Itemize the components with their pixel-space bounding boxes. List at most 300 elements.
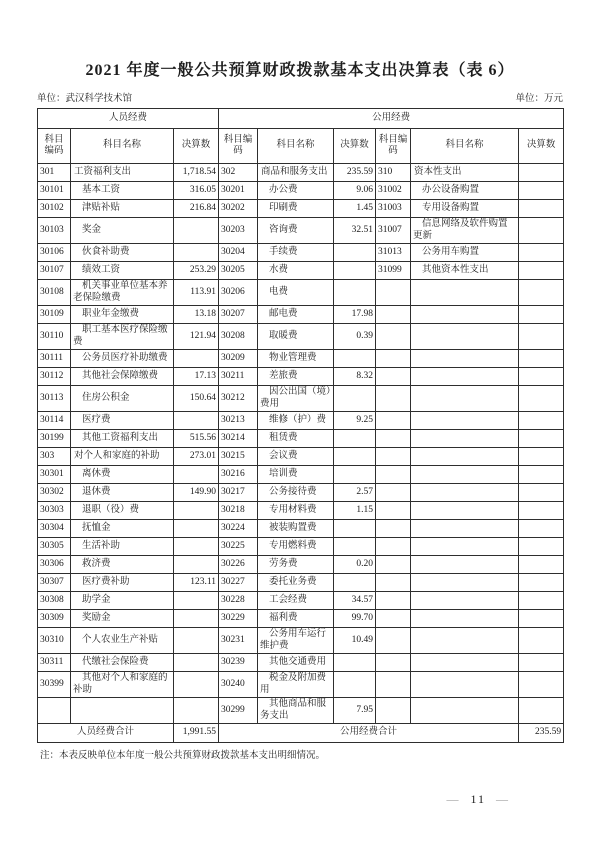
subject-code-cell	[376, 698, 411, 724]
final-amount-cell	[174, 592, 219, 610]
budget-row	[38, 448, 564, 466]
subject-name-cell: 公务用车运行维护费	[258, 628, 334, 654]
final-amount-cell: 34.57	[334, 592, 376, 610]
final-amount-cell	[334, 430, 376, 448]
final-amount-cell: 10.49	[334, 628, 376, 654]
final-amount-cell	[519, 502, 564, 520]
subject-name-cell: 离休费	[71, 466, 174, 484]
column-header-subject-code: 科目编码	[38, 129, 71, 164]
subject-name-cell: 代缴社会保险费	[71, 654, 174, 672]
subject-code-cell	[376, 654, 411, 672]
subject-name-cell: 职业年金缴费	[71, 306, 174, 324]
subject-code-cell: 302	[219, 164, 258, 182]
subject-name-cell: 医疗费补助	[71, 574, 174, 592]
final-amount-cell: 0.39	[334, 324, 376, 350]
subject-code-cell: 30226	[219, 556, 258, 574]
subject-code-cell: 30106	[38, 244, 71, 262]
subject-code-cell: 30239	[219, 654, 258, 672]
subject-name-cell: 其他交通费用	[258, 654, 334, 672]
budget-row	[38, 484, 564, 502]
subject-code-cell: 30101	[38, 182, 71, 200]
subject-name-cell	[411, 520, 519, 538]
budget-row	[38, 200, 564, 218]
subject-name-cell: 水费	[258, 262, 334, 280]
final-amount-cell	[519, 218, 564, 244]
column-header-subject-name: 科目名称	[258, 129, 334, 164]
subject-code-cell: 31002	[376, 182, 411, 200]
final-amount-cell: 149.90	[174, 484, 219, 502]
subject-name-cell: 退职（役）费	[71, 502, 174, 520]
final-amount-cell	[174, 610, 219, 628]
final-amount-cell	[174, 502, 219, 520]
subject-name-cell: 住房公积金	[71, 386, 174, 412]
final-amount-cell	[174, 218, 219, 244]
subject-name-cell	[411, 466, 519, 484]
final-amount-cell	[519, 368, 564, 386]
subject-name-cell: 印刷费	[258, 200, 334, 218]
subject-code-cell: 31099	[376, 262, 411, 280]
subject-code-cell	[376, 628, 411, 654]
subject-name-cell: 工会经费	[258, 592, 334, 610]
subject-name-cell	[411, 574, 519, 592]
final-amount-cell: 515.56	[174, 430, 219, 448]
final-amount-cell: 99.70	[334, 610, 376, 628]
subject-name-cell	[71, 698, 174, 724]
budget-row	[38, 672, 564, 698]
subject-name-cell: 津贴补贴	[71, 200, 174, 218]
subject-name-cell: 其他社会保障缴费	[71, 368, 174, 386]
subject-name-cell: 物业管理费	[258, 350, 334, 368]
subject-code-cell: 30231	[219, 628, 258, 654]
subject-name-cell: 手续费	[258, 244, 334, 262]
subject-code-cell: 30306	[38, 556, 71, 574]
subject-code-cell	[376, 430, 411, 448]
subject-code-cell: 31003	[376, 200, 411, 218]
subject-name-cell: 其他资本性支出	[411, 262, 519, 280]
final-amount-cell	[334, 262, 376, 280]
subject-name-cell: 信息网络及软件购置更新	[411, 218, 519, 244]
subject-name-cell	[411, 280, 519, 306]
subject-code-cell: 30310	[38, 628, 71, 654]
final-amount-cell	[519, 538, 564, 556]
subject-code-cell	[376, 350, 411, 368]
subject-name-cell: 其他商品和服务支出	[258, 698, 334, 724]
subject-code-cell: 30111	[38, 350, 71, 368]
budget-row	[38, 412, 564, 430]
subject-code-cell: 30307	[38, 574, 71, 592]
subject-name-cell: 机关事业单位基本养老保险缴费	[71, 280, 174, 306]
subject-name-cell: 医疗费	[71, 412, 174, 430]
final-amount-cell	[174, 556, 219, 574]
final-amount-cell	[519, 520, 564, 538]
page-number-dash: —	[446, 792, 461, 806]
subject-code-cell: 31013	[376, 244, 411, 262]
final-amount-cell	[519, 244, 564, 262]
subject-code-cell	[376, 412, 411, 430]
subject-code-cell: 30211	[219, 368, 258, 386]
subject-code-cell: 30201	[219, 182, 258, 200]
final-amount-cell	[519, 466, 564, 484]
subject-code-cell	[376, 502, 411, 520]
subject-name-cell: 会议费	[258, 448, 334, 466]
final-amount-cell	[519, 324, 564, 350]
subject-code-cell: 30214	[219, 430, 258, 448]
subject-name-cell: 其他工资福利支出	[71, 430, 174, 448]
final-amount-cell: 150.64	[174, 386, 219, 412]
subject-code-cell: 30204	[219, 244, 258, 262]
budget-row	[38, 574, 564, 592]
budget-row	[38, 654, 564, 672]
subject-code-cell: 30212	[219, 386, 258, 412]
final-amount-cell	[519, 610, 564, 628]
final-amount-cell	[174, 538, 219, 556]
subject-code-cell	[376, 538, 411, 556]
subject-code-cell	[376, 466, 411, 484]
budget-row	[38, 520, 564, 538]
subject-code-cell	[376, 574, 411, 592]
subject-code-cell: 31007	[376, 218, 411, 244]
page-title: 2021 年度一般公共预算财政拨款基本支出决算表（表 6）	[85, 62, 515, 79]
subject-name-cell: 职工基本医疗保险缴费	[71, 324, 174, 350]
subject-code-cell	[376, 520, 411, 538]
subject-name-cell: 办公费	[258, 182, 334, 200]
final-amount-cell	[519, 386, 564, 412]
final-amount-cell: 121.94	[174, 324, 219, 350]
subject-code-cell: 30209	[219, 350, 258, 368]
final-amount-cell	[519, 412, 564, 430]
final-amount-cell	[519, 280, 564, 306]
subject-code-cell: 30225	[219, 538, 258, 556]
budget-row	[38, 324, 564, 350]
budget-row	[38, 182, 564, 200]
subject-name-cell: 奖励金	[71, 610, 174, 628]
subject-code-cell: 30199	[38, 430, 71, 448]
subject-code-cell: 30303	[38, 502, 71, 520]
final-amount-cell: 17.98	[334, 306, 376, 324]
subject-name-cell	[411, 324, 519, 350]
subject-code-cell: 30217	[219, 484, 258, 502]
subject-code-cell: 30224	[219, 520, 258, 538]
budget-row	[38, 244, 564, 262]
budget-row	[38, 502, 564, 520]
final-amount-cell: 17.13	[174, 368, 219, 386]
subject-code-cell: 30215	[219, 448, 258, 466]
budget-row	[38, 386, 564, 412]
subject-code-cell	[376, 592, 411, 610]
column-header-final-amount: 决算数	[334, 129, 376, 164]
budget-row	[38, 262, 564, 280]
final-amount-cell	[174, 350, 219, 368]
final-amount-cell: 253.29	[174, 262, 219, 280]
group-header-row	[38, 109, 564, 129]
final-amount-cell	[519, 654, 564, 672]
subject-code-cell	[376, 556, 411, 574]
subject-code-cell: 30227	[219, 574, 258, 592]
final-amount-cell	[334, 672, 376, 698]
subject-name-cell	[411, 430, 519, 448]
subject-code-cell	[376, 448, 411, 466]
subject-name-cell: 办公设备购置	[411, 182, 519, 200]
personnel-section-header: 人员经费	[38, 109, 219, 129]
subject-name-cell: 其他对个人和家庭的补助	[71, 672, 174, 698]
column-header-subject-code: 科目编码	[376, 129, 411, 164]
subject-code-cell: 30107	[38, 262, 71, 280]
subject-code-cell: 30218	[219, 502, 258, 520]
subject-code-cell	[376, 368, 411, 386]
final-amount-cell: 1.15	[334, 502, 376, 520]
final-amount-cell	[519, 628, 564, 654]
subject-name-cell: 税金及附加费用	[258, 672, 334, 698]
subject-name-cell	[411, 412, 519, 430]
subject-name-cell: 退休费	[71, 484, 174, 502]
subject-name-cell: 电费	[258, 280, 334, 306]
subject-name-cell	[411, 672, 519, 698]
totals-row	[38, 724, 564, 743]
subject-name-cell	[411, 306, 519, 324]
subject-name-cell: 工资福利支出	[71, 164, 174, 182]
budget-row	[38, 698, 564, 724]
final-amount-cell	[519, 306, 564, 324]
subject-name-cell: 基本工资	[71, 182, 174, 200]
subject-code-cell: 30240	[219, 672, 258, 698]
page-number	[0, 792, 600, 807]
final-amount-cell: 1.45	[334, 200, 376, 218]
final-amount-cell	[174, 698, 219, 724]
subject-code-cell: 30305	[38, 538, 71, 556]
budget-row	[38, 368, 564, 386]
final-amount-cell: 113.91	[174, 280, 219, 306]
public-section-header: 公用经费	[219, 109, 564, 129]
subject-code-cell	[376, 484, 411, 502]
subject-name-cell	[411, 484, 519, 502]
final-amount-cell	[334, 280, 376, 306]
final-amount-cell	[519, 448, 564, 466]
subject-name-cell	[411, 628, 519, 654]
final-amount-cell	[174, 520, 219, 538]
subject-code-cell	[376, 386, 411, 412]
subject-code-cell: 30308	[38, 592, 71, 610]
final-amount-cell	[334, 466, 376, 484]
subject-name-cell	[411, 386, 519, 412]
subject-code-cell	[376, 306, 411, 324]
subject-name-cell: 委托业务费	[258, 574, 334, 592]
subject-code-cell: 303	[38, 448, 71, 466]
subject-name-cell	[411, 350, 519, 368]
subject-name-cell: 救济费	[71, 556, 174, 574]
subject-code-cell: 30309	[38, 610, 71, 628]
subject-code-cell	[376, 280, 411, 306]
subject-name-cell	[411, 592, 519, 610]
final-amount-cell	[519, 592, 564, 610]
subject-code-cell	[376, 610, 411, 628]
final-amount-cell: 7.95	[334, 698, 376, 724]
final-amount-cell: 2.57	[334, 484, 376, 502]
subject-name-cell	[411, 538, 519, 556]
final-amount-cell: 273.01	[174, 448, 219, 466]
final-amount-cell: 8.32	[334, 368, 376, 386]
column-header-subject-name: 科目名称	[71, 129, 174, 164]
public-total-label: 公用经费合计	[219, 724, 519, 743]
final-amount-cell	[174, 628, 219, 654]
budget-row	[38, 306, 564, 324]
budget-row	[38, 592, 564, 610]
column-header-final-amount: 决算数	[519, 129, 564, 164]
subject-code-cell: 30304	[38, 520, 71, 538]
subject-code-cell: 30311	[38, 654, 71, 672]
subject-name-cell: 绩效工资	[71, 262, 174, 280]
final-amount-cell: 9.06	[334, 182, 376, 200]
subject-name-cell: 取暖费	[258, 324, 334, 350]
subject-code-cell: 30213	[219, 412, 258, 430]
subject-code-cell: 30229	[219, 610, 258, 628]
budget-row	[38, 280, 564, 306]
subject-name-cell	[411, 654, 519, 672]
subject-name-cell: 奖金	[71, 218, 174, 244]
budget-row	[38, 538, 564, 556]
column-header-final-amount: 决算数	[174, 129, 219, 164]
page-number-value: 11	[470, 792, 486, 806]
subject-name-cell: 专用设备购置	[411, 200, 519, 218]
subject-name-cell: 对个人和家庭的补助	[71, 448, 174, 466]
final-amount-cell	[334, 574, 376, 592]
final-amount-cell	[174, 672, 219, 698]
personnel-total-value: 1,991.55	[174, 724, 219, 743]
final-amount-cell: 1,718.54	[174, 164, 219, 182]
subject-code-cell: 30110	[38, 324, 71, 350]
subject-name-cell: 专用材料费	[258, 502, 334, 520]
subject-name-cell	[411, 368, 519, 386]
budget-row	[38, 556, 564, 574]
subject-name-cell: 培训费	[258, 466, 334, 484]
subject-code-cell: 30114	[38, 412, 71, 430]
final-amount-cell	[334, 654, 376, 672]
subject-code-cell: 30103	[38, 218, 71, 244]
final-amount-cell	[334, 350, 376, 368]
subject-name-cell: 公务用车购置	[411, 244, 519, 262]
budget-row	[38, 430, 564, 448]
subject-code-cell: 30113	[38, 386, 71, 412]
final-amount-cell	[174, 466, 219, 484]
final-amount-cell	[174, 412, 219, 430]
final-amount-cell	[519, 200, 564, 218]
final-amount-cell	[519, 430, 564, 448]
subject-name-cell	[411, 502, 519, 520]
budget-row	[38, 610, 564, 628]
subject-code-cell: 301	[38, 164, 71, 182]
subject-name-cell: 差旅费	[258, 368, 334, 386]
final-amount-cell	[334, 386, 376, 412]
final-amount-cell: 123.11	[174, 574, 219, 592]
column-header-row	[38, 129, 564, 164]
column-header-subject-name: 科目名称	[411, 129, 519, 164]
subject-name-cell: 因公出国（境）费用	[258, 386, 334, 412]
final-amount-cell	[519, 574, 564, 592]
subject-name-cell: 伙食补助费	[71, 244, 174, 262]
subject-code-cell	[376, 324, 411, 350]
subject-code-cell: 30102	[38, 200, 71, 218]
subject-name-cell: 抚恤金	[71, 520, 174, 538]
subject-name-cell: 公务接待费	[258, 484, 334, 502]
final-amount-cell	[519, 556, 564, 574]
budget-row	[38, 164, 564, 182]
subject-name-cell	[411, 610, 519, 628]
personnel-total-label: 人员经费合计	[38, 724, 174, 743]
subject-name-cell: 资本性支出	[411, 164, 519, 182]
subject-code-cell: 30207	[219, 306, 258, 324]
subject-code-cell: 30205	[219, 262, 258, 280]
subject-code-cell: 30302	[38, 484, 71, 502]
budget-row	[38, 628, 564, 654]
subject-name-cell: 个人农业生产补贴	[71, 628, 174, 654]
budget-row	[38, 350, 564, 368]
final-amount-cell	[519, 262, 564, 280]
final-amount-cell: 316.05	[174, 182, 219, 200]
subject-name-cell: 邮电费	[258, 306, 334, 324]
page-number-dash: —	[496, 792, 510, 806]
final-amount-cell: 32.51	[334, 218, 376, 244]
subject-code-cell: 30112	[38, 368, 71, 386]
subject-name-cell: 租赁费	[258, 430, 334, 448]
final-amount-cell	[174, 244, 219, 262]
subject-name-cell: 福利费	[258, 610, 334, 628]
final-amount-cell: 9.25	[334, 412, 376, 430]
subject-code-cell: 30216	[219, 466, 258, 484]
subject-code-cell: 30208	[219, 324, 258, 350]
budget-row	[38, 466, 564, 484]
subject-code-cell: 30108	[38, 280, 71, 306]
final-amount-cell	[519, 484, 564, 502]
subject-name-cell	[411, 448, 519, 466]
subject-code-cell: 30206	[219, 280, 258, 306]
subject-name-cell: 商品和服务支出	[258, 164, 334, 182]
final-amount-cell	[519, 164, 564, 182]
subject-code-cell: 30301	[38, 466, 71, 484]
unit-name-label: 单位：武汉科学技术馆	[37, 94, 133, 104]
subject-name-cell: 公务员医疗补助缴费	[71, 350, 174, 368]
final-amount-cell	[334, 538, 376, 556]
meta-row	[37, 93, 563, 105]
subject-name-cell: 劳务费	[258, 556, 334, 574]
final-amount-cell: 235.59	[334, 164, 376, 182]
budget-table	[37, 108, 564, 743]
subject-code-cell: 30109	[38, 306, 71, 324]
final-amount-cell: 0.20	[334, 556, 376, 574]
final-amount-cell: 216.84	[174, 200, 219, 218]
budget-row	[38, 218, 564, 244]
subject-code-cell: 30203	[219, 218, 258, 244]
subject-name-cell: 专用燃料费	[258, 538, 334, 556]
final-amount-cell	[174, 654, 219, 672]
final-amount-cell	[519, 698, 564, 724]
subject-code-cell: 30202	[219, 200, 258, 218]
final-amount-cell	[334, 520, 376, 538]
subject-code-cell: 30399	[38, 672, 71, 698]
final-amount-cell	[519, 350, 564, 368]
subject-code-cell: 30299	[219, 698, 258, 724]
final-amount-cell	[519, 672, 564, 698]
subject-code-cell	[376, 672, 411, 698]
table-note: 注：本表反映单位本年度一般公共预算财政拨款基本支出明细情况。	[40, 751, 326, 761]
subject-name-cell: 维修（护）费	[258, 412, 334, 430]
subject-name-cell: 被装购置费	[258, 520, 334, 538]
currency-unit-label: 单位：万元	[515, 94, 563, 104]
subject-code-cell: 30228	[219, 592, 258, 610]
subject-code-cell: 310	[376, 164, 411, 182]
subject-name-cell: 生活补助	[71, 538, 174, 556]
subject-name-cell	[411, 698, 519, 724]
subject-name-cell	[411, 556, 519, 574]
column-header-subject-code: 科目编码	[219, 129, 258, 164]
